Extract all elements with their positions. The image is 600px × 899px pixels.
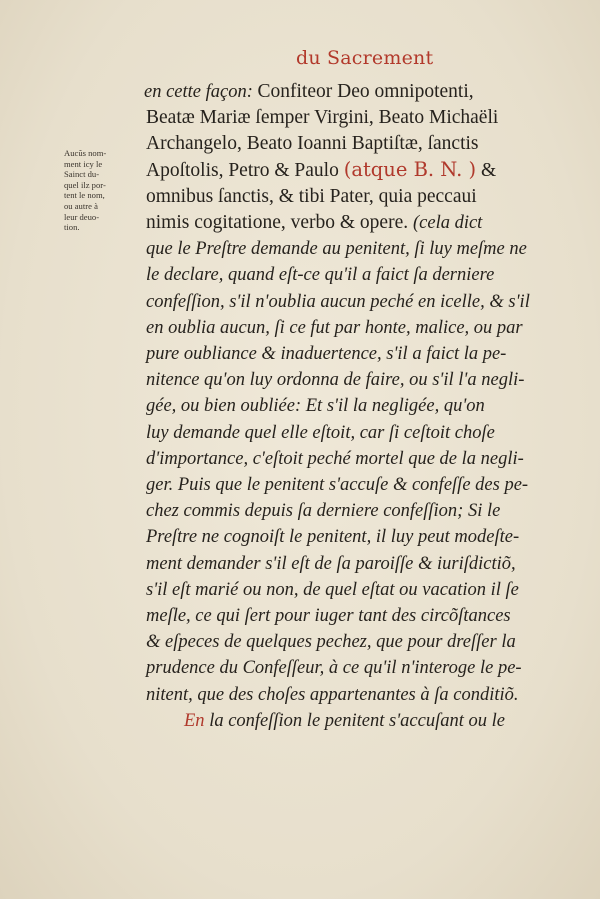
text-line (146, 445, 524, 472)
text-line (146, 340, 506, 367)
text-segment: Archangelo, Beato Ioanni Baptiſtæ, ſanctis (146, 133, 479, 155)
text-segment: & eſpeces de quelques pechez, que pour dreſſer la (146, 632, 516, 653)
margin-note (64, 148, 142, 233)
text-line (146, 183, 477, 210)
text-segment: & (476, 159, 497, 181)
text-segment: omnibus ſanctis, & tibi Pater, quia peccaui (146, 185, 477, 207)
text-line (146, 602, 511, 629)
text-segment: en oublia aucun, ſi ce fut par honte, malice, ou par (146, 317, 523, 338)
margin-note-line: ou autre à (64, 200, 98, 211)
text-line (146, 261, 494, 288)
text-segment: luy demande quel elle eſtoit, car ſi ceſtoit choſe (146, 422, 495, 443)
text-line (146, 314, 523, 341)
text-segment: ger. Puis que le penitent s'accuſe & confeſſe des pe- (146, 475, 529, 495)
text-segment: nitence qu'on luy ordonna de faire, ou s'il l'a negli- (146, 370, 525, 391)
text-segment: Confiteor Deo omnipotenti, (257, 81, 474, 102)
text-segment: Preſtre ne cognoiſt le penitent, il luy peut modeſte- (146, 527, 520, 548)
text-segment: En (184, 710, 205, 731)
text-segment: (atque B. N. ) (343, 157, 477, 181)
text-line (146, 157, 496, 184)
text-line (146, 497, 500, 524)
text-line (146, 130, 479, 157)
running-head: du Sacrement (296, 47, 434, 69)
text-segment: nitent, que des choſes appartenantes à ſa conditiõ. (146, 684, 519, 705)
text-line (146, 392, 485, 419)
text-line (144, 78, 474, 105)
text-segment: Beatæ Mariæ ſemper Virgini, Beato Michaëli (146, 107, 499, 129)
text-segment: que le Preſtre demande au penitent, ſi luy meſme ne (146, 239, 527, 260)
text-line (146, 523, 519, 550)
text-line (146, 471, 528, 498)
text-line (146, 681, 519, 708)
text-line (146, 235, 527, 262)
text-segment: prudence du Confeſſeur, à ce qu'il n'interoge le pe- (146, 658, 522, 679)
margin-note-line: tion. (64, 222, 80, 233)
text-segment: le declare, quand eſt-ce qu'il a faict ſa derniere (146, 265, 495, 286)
text-line (146, 104, 498, 131)
text-line (146, 628, 516, 655)
margin-note-line: tent le nom, (64, 190, 105, 201)
text-segment: d'importance, c'eſtoit peché mortel que de la negli- (146, 448, 524, 469)
text-line (146, 654, 522, 681)
text-line (146, 288, 530, 315)
text-segment: en cette façon: (144, 82, 258, 102)
text-line (146, 576, 519, 603)
margin-note-line: Sainct du- (64, 169, 100, 180)
text-segment: nimis cogitatione, verbo & opere. (146, 212, 413, 233)
margin-note-line: leur deuo- (64, 211, 100, 222)
text-line (146, 419, 495, 446)
text-segment: (cela dict (412, 213, 483, 233)
text-line (146, 366, 524, 393)
text-segment: chez commis depuis ſa derniere confeſſion; Si le (146, 501, 501, 522)
text-segment: ment demander s'il eſt de ſa paroiſſe & iuriſdictiõ, (146, 553, 516, 574)
text-segment: s'il eſt marié ou non, de quel eſtat ou vacation il ſe (146, 579, 519, 600)
text-segment: pure oubliance & inaduertence, s'il a faict la pe- (146, 344, 507, 364)
text-segment: la confeſſion le penitent s'accuſant ou le (204, 710, 505, 731)
margin-note-line: Aucũs nom- (64, 148, 107, 158)
text-segment: confeſſion, s'il n'oublia aucun peché en icelle, & s'il (146, 291, 530, 312)
text-segment: gée, ou bien oubliée: Et s'il la negligée, qu'on (146, 396, 485, 417)
text-segment: Apoſtolis, Petro & Paulo (146, 159, 344, 181)
text-line (184, 707, 505, 734)
margin-note-line: ment icy le (64, 158, 103, 169)
text-line (146, 209, 482, 236)
text-line (146, 550, 516, 577)
text-segment: meſle, ce qui ſert pour iuger tant des circõſtances (146, 606, 511, 626)
margin-note-line: quel ilz por- (64, 179, 106, 190)
